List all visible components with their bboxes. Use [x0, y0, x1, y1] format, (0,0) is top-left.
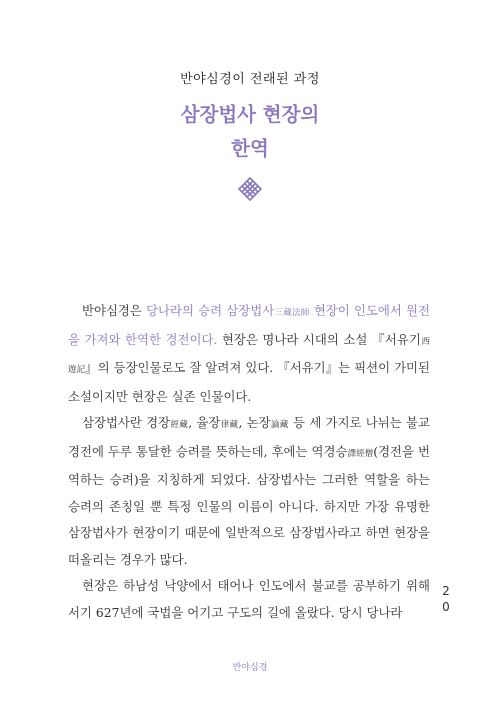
hanja-annotation: 律藏 — [220, 420, 239, 430]
text-run: , 논장 — [238, 415, 271, 430]
paragraph-1 — [68, 298, 430, 410]
chapter-title-line-2: 한역 — [231, 137, 269, 160]
text-run: 현장이 인도에서 원전을 가져와 한역한 경전이다. — [68, 303, 431, 347]
paragraph-2 — [68, 410, 430, 573]
hanja-annotation: 西遊記 — [68, 336, 430, 375]
text-run: 등 세 가지로 나뉘는 불교 경전에 두루 통달한 승려를 뜻하는데, 후에는 역경승 — [68, 415, 430, 459]
text-run: 현장은 명나라 시대의 소설 『서유기 — [217, 331, 421, 347]
hanja-annotation: 三藏法師 — [274, 308, 310, 318]
running-footer: 반야심경 — [232, 663, 268, 673]
chapter-title — [0, 98, 500, 166]
text-run: 당나라의 승려 삼장법사 — [146, 303, 275, 318]
text-run: , 율장 — [188, 415, 221, 430]
chapter-subtitle: 반야심경이 전래된 과정 — [180, 72, 320, 87]
hanja-annotation: 譯經僧 — [347, 448, 374, 459]
text-run: (경전을 번역하는 승려)을 지칭하게 되었다. 삼장법사는 그러한 역할을 하는 승려의 존칭일 뿐 특정 인물의 이름이 아니다. 하지만 가장 유명한 삼장법사가 현장이기 때문에 일반적으로 삼장법사라고 하면 현장을 떠올리는 경우가 많다. — [68, 443, 430, 567]
endless-knot-icon — [238, 177, 262, 201]
page-number: 20 — [442, 584, 450, 614]
hanja-annotation: 經藏 — [170, 420, 189, 430]
text-run: 반야심경은 — [82, 303, 147, 318]
paragraph-3: 현장은 하남성 낙양에서 태어나 인도에서 불교를 공부하기 위해 서기 627년에 국법을 어기고 구도의 길에 올랐다. 당시 당나라 — [68, 578, 430, 620]
text-run: 』의 등장인물로도 잘 알려져 있다. 『서유기』는 픽션이 가미된 소설이지만 현장은 실존 인물이다. — [68, 360, 430, 404]
body-text — [68, 298, 430, 626]
hanja-annotation: 論藏 — [270, 420, 289, 430]
text-run: 삼장법사란 경장 — [82, 415, 171, 430]
chapter-title-line-1: 삼장법사 현장의 — [180, 103, 320, 126]
